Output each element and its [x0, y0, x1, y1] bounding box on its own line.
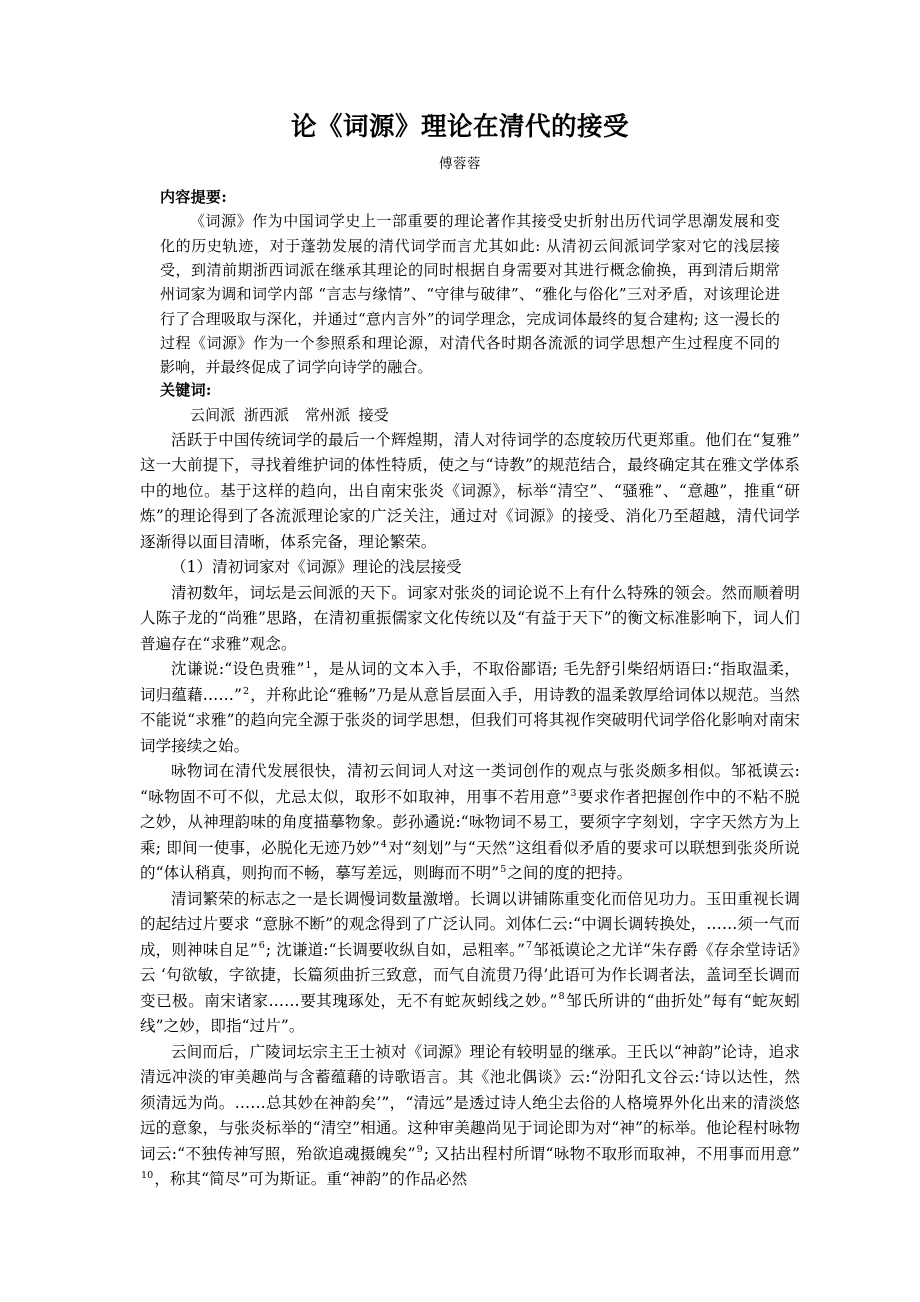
body-paragraph: [140, 759, 800, 886]
body-paragraph: [140, 887, 800, 1040]
body-region: [0, 428, 920, 1193]
text-run: 对“刻划”与“天然”这组看似矛盾的要求可以联想到张炎所说的“体认稍真，则拘而不畅，摹写差远，则晦而不明”: [140, 838, 801, 883]
footnote-marker[interactable]: 7: [526, 940, 533, 952]
keyword-item: 云间派: [190, 405, 236, 424]
page-title: 论《词源》理论在清代的接受: [290, 112, 629, 142]
text-run: ; 又拈出程村所谓“咏物不取形而取神，不用事而用意”: [423, 1144, 800, 1163]
footnote-marker[interactable]: 4: [380, 838, 387, 850]
text-run: 咏物词在清代发展很快，清初云间词人对这一类词创作的观点与张炎颇多相似。邹祗谟云:“咏物固不可不似，尤忌太似，取形不如取神，用事不若用意”: [140, 762, 800, 806]
footnote-marker[interactable]: 3: [570, 787, 577, 799]
body-paragraph: [140, 657, 800, 759]
text-run: 清初数年，词坛是云间派的天下。词家对张炎的词论说不上有什么特殊的领会。然而顺着明人陈子龙的“尚雅”思路，在清初重振儒家文化传统以及“有益于天下”的衡文标准影响下，词人们普遍存在“求雅”观念。: [140, 583, 800, 653]
footnote-marker[interactable]: 10: [140, 1169, 154, 1181]
text-run: ; 沈谦道:“长调要收纵自如，忌粗率。”: [265, 940, 526, 959]
text-run: 清词繁荣的标志之一是长调慢词数量激增。长调以讲铺陈重变化而倍见功力。玉田重视长调的起结过片要求 “意脉不断”的观念得到了广泛认同。刘体仁云:“中调长调转换处，……须一气而成，则神味自足”: [140, 889, 800, 959]
body-paragraph: [140, 428, 800, 555]
section-heading: [140, 555, 800, 580]
footnote-marker[interactable]: 5: [500, 864, 507, 876]
footnote-marker[interactable]: 9: [416, 1144, 423, 1156]
author-name: 傅蓉蓉: [439, 155, 481, 172]
text-run: 之间的度的把持。: [507, 864, 633, 883]
keywords-label: 关键词:: [160, 381, 212, 400]
keyword-item: 接受: [358, 405, 389, 424]
text-run: ，是从词的文本入手，不取俗鄙语; 毛先舒引柴绍炳语曰:“指取温柔，词归蕴藉……”: [140, 660, 800, 704]
text-run: ，并称此论“雅畅”乃是从意旨层面入手，用诗教的温柔敦厚给词体以规范。当然不能说“求雅”的趋向完全源于张炎的词学思想，但我们可将其视作突破明代词学俗化影响对南宋词学接续之始。: [140, 685, 801, 755]
abstract-region: [0, 186, 920, 427]
text-run: 邹氏所讲的“曲折处”每有“蛇灰蚓线”之妙，即指“过片”。: [140, 991, 800, 1036]
text-run: 邹祗谟论之尤详“朱存爵《存余堂诗话》云 ‘句欲敏，字欲捷，长篇须曲折三致意，而气自流贯乃得’此语可为作长调者法，盖词至长调而变已极。南宋诸家……要其瑰琢处，无不有蛇灰蚓线之妙。”: [140, 940, 800, 1010]
text-run: ，称其“简尽”可为斯证。重“神韵”的作品必然: [154, 1169, 468, 1188]
text-run: 沈谦说:“设色贵雅”: [171, 660, 305, 679]
text-run: 云间而后，广陵词坛宗主王士祯对《词源》理论有较明显的继承。王氏以“神韵”论诗，追求清远冲淡的审美趣尚与含蓄蕴藉的诗歌语言。其《池北偶谈》云:“汾阳孔文谷云:‘诗以达性，然须清远为尚。……总其妙在神韵矣’”，“清远”是透过诗人绝尘去俗的人格境界外化出来的清淡悠远的意象，与张炎标举的“清空”相通。这种审美趣尚见于词论即为对“神”的标举。他论程村咏物词云:“不独传神写照，殆欲追魂摄魄矣”: [140, 1042, 800, 1163]
body-paragraph: [140, 1040, 800, 1193]
footnote-marker[interactable]: 2: [242, 685, 250, 697]
footnote-marker[interactable]: 6: [258, 940, 265, 952]
keyword-item: 浙西派: [243, 405, 290, 424]
footnote-marker[interactable]: 1: [305, 660, 312, 672]
abstract-text: 《词源》作为中国词学史上一部重要的理论著作其接受史折射出历代词学思潮发展和变化的历史轨迹，对于蓬勃发展的清代词学而言尤其如此: 从清初云间派词学家对它的浅层接受，到清前期浙西词派在继承其理论的同时根据自身需要对其进行概念偷换，再到清后期常州词家为调和词学内部 “言志与缘情”、“守律与破律”、“雅化与俗化”三对矛盾，对该理论进行了合理吸取与深化，并通过“意内言外”的词学理念，完成词体最终的复合建构; 这一漫长的过程《词源》作为一个参照系和理论源，对清代各时期各流派的词学思想产生过程度不同的影响，并最终促成了词学向诗学的融合。: [160, 212, 780, 377]
keyword-item: 常州派: [304, 405, 351, 424]
text-run: 活跃于中国传统词学的最后一个辉煌期，清人对待词学的态度较历代更郑重。他们在“复雅”这一大前提下，寻找着维护词的体性特质，使之与“诗教”的规范结合，最终确定其在雅文学体系中的地位。基于这样的趋向，出自南宋张炎《词源》，标举“清空”、“骚雅”、“意趣”，推重“研炼”的理论得到了各流派理论家的广泛关注，通过对《词源》的接受、消化乃至超越，清代词学逐渐得以面目清晰，体系完备，理论繁荣。: [140, 430, 800, 551]
text-run: 要求作者把握创作中的不粘不脱之妙，从神理韵味的角度描摹物象。彭孙遹说:“咏物词不易工，要须字字刻划，字字天然方为上乘; 即间一使事，必脱化无迹乃妙”: [140, 787, 800, 857]
title-block: [0, 0, 920, 172]
body-paragraph: [140, 581, 800, 657]
text-run: （1）清初词家对《词源》理论的浅层接受: [171, 558, 462, 577]
abstract-label: 内容提要:: [160, 188, 228, 207]
footnote-marker[interactable]: 8: [558, 991, 565, 1003]
keywords-list: [160, 403, 780, 427]
